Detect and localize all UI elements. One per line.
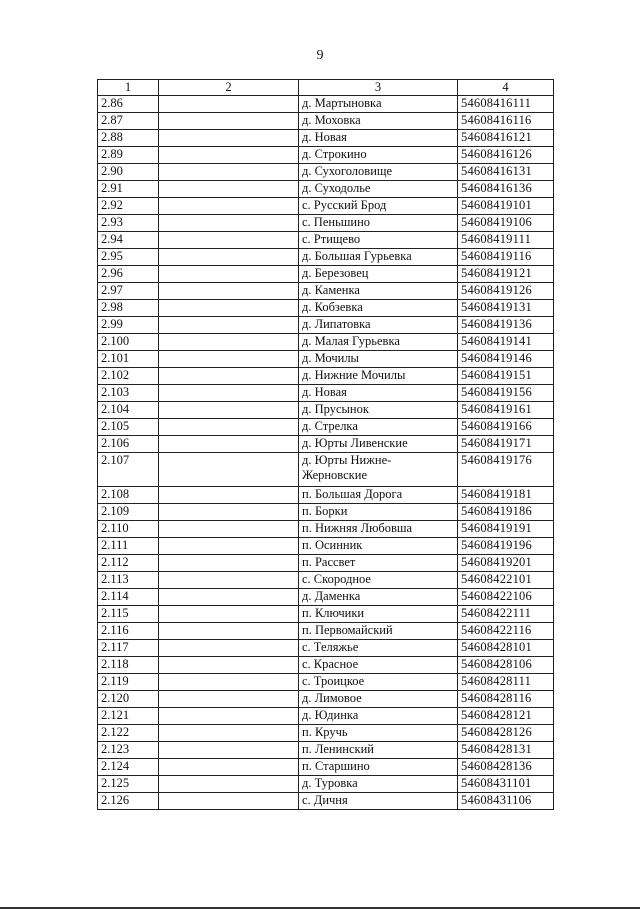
- row-column-2-cell: [159, 402, 299, 419]
- oktmo-code-cell: 54608419156: [458, 385, 554, 402]
- column-header-1: 1: [98, 80, 159, 96]
- row-column-2-cell: [159, 300, 299, 317]
- row-column-2-cell: [159, 691, 299, 708]
- row-number-cell: 2.111: [98, 538, 159, 555]
- oktmo-code-cell: 54608419136: [458, 317, 554, 334]
- row-number-cell: 2.114: [98, 589, 159, 606]
- row-number-cell: 2.95: [98, 249, 159, 266]
- row-number-cell: 2.117: [98, 640, 159, 657]
- oktmo-code-cell: 54608428111: [458, 674, 554, 691]
- settlement-name-cell: д. Новая: [299, 385, 458, 402]
- table-row: [98, 249, 554, 266]
- settlement-name-cell: п. Старшино: [299, 759, 458, 776]
- settlement-name-cell: д. Каменка: [299, 283, 458, 300]
- row-column-2-cell: [159, 572, 299, 589]
- row-number-cell: 2.126: [98, 793, 159, 810]
- column-header-3: 3: [299, 80, 458, 96]
- settlement-name-cell: д. Нижние Мочилы: [299, 368, 458, 385]
- row-column-2-cell: [159, 96, 299, 113]
- row-number-cell: 2.92: [98, 198, 159, 215]
- oktmo-code-cell: 54608422116: [458, 623, 554, 640]
- settlement-name-cell: д. Липатовка: [299, 317, 458, 334]
- settlement-name-cell: д. Кобзевка: [299, 300, 458, 317]
- table-row: [98, 300, 554, 317]
- table-row: [98, 198, 554, 215]
- settlements-table-container: [97, 79, 554, 810]
- row-number-cell: 2.112: [98, 555, 159, 572]
- row-column-2-cell: [159, 147, 299, 164]
- row-column-2-cell: [159, 623, 299, 640]
- settlement-name-cell: с. Пеньшино: [299, 215, 458, 232]
- row-column-2-cell: [159, 776, 299, 793]
- table-row: [98, 555, 554, 572]
- row-column-2-cell: [159, 538, 299, 555]
- settlement-name-cell: п. Осинник: [299, 538, 458, 555]
- oktmo-code-cell: 54608419131: [458, 300, 554, 317]
- row-column-2-cell: [159, 266, 299, 283]
- settlement-name-cell: д. Большая Гурьевка: [299, 249, 458, 266]
- table-row: [98, 487, 554, 504]
- row-column-2-cell: [159, 317, 299, 334]
- oktmo-code-cell: 54608428136: [458, 759, 554, 776]
- table-body: [98, 96, 554, 810]
- settlement-name-cell: с. Дичня: [299, 793, 458, 810]
- table-row: [98, 759, 554, 776]
- table-row: [98, 215, 554, 232]
- settlement-name-cell: п. Большая Дорога: [299, 487, 458, 504]
- page-number: 9: [316, 48, 324, 63]
- table-row: [98, 164, 554, 181]
- table-row: [98, 691, 554, 708]
- settlement-name-cell: д. Юдинка: [299, 708, 458, 725]
- table-row: [98, 317, 554, 334]
- table-header-row: [98, 80, 554, 96]
- settlement-name-cell: д. Мочилы: [299, 351, 458, 368]
- row-number-cell: 2.101: [98, 351, 159, 368]
- settlement-name-cell: с. Русский Брод: [299, 198, 458, 215]
- row-number-cell: 2.96: [98, 266, 159, 283]
- oktmo-code-cell: 54608419171: [458, 436, 554, 453]
- row-column-2-cell: [159, 640, 299, 657]
- row-column-2-cell: [159, 487, 299, 504]
- oktmo-code-cell: 54608422101: [458, 572, 554, 589]
- row-number-cell: 2.86: [98, 96, 159, 113]
- oktmo-code-cell: 54608419201: [458, 555, 554, 572]
- oktmo-code-cell: 54608428106: [458, 657, 554, 674]
- settlement-name-cell: д. Лимовое: [299, 691, 458, 708]
- row-column-2-cell: [159, 674, 299, 691]
- row-column-2-cell: [159, 436, 299, 453]
- oktmo-code-cell: 54608416126: [458, 147, 554, 164]
- oktmo-code-cell: 54608419151: [458, 368, 554, 385]
- row-column-2-cell: [159, 385, 299, 402]
- row-number-cell: 2.102: [98, 368, 159, 385]
- row-column-2-cell: [159, 419, 299, 436]
- table-row: [98, 572, 554, 589]
- row-number-cell: 2.104: [98, 402, 159, 419]
- table-row: [98, 402, 554, 419]
- oktmo-code-cell: 54608419121: [458, 266, 554, 283]
- row-column-2-cell: [159, 657, 299, 674]
- table-row: [98, 130, 554, 147]
- row-number-cell: 2.105: [98, 419, 159, 436]
- settlement-name-cell: с. Ртищево: [299, 232, 458, 249]
- row-column-2-cell: [159, 504, 299, 521]
- table-row: [98, 368, 554, 385]
- settlement-name-cell: д. Березовец: [299, 266, 458, 283]
- row-column-2-cell: [159, 164, 299, 181]
- row-number-cell: 2.122: [98, 725, 159, 742]
- oktmo-code-cell: 54608416116: [458, 113, 554, 130]
- row-number-cell: 2.88: [98, 130, 159, 147]
- row-number-cell: 2.106: [98, 436, 159, 453]
- settlement-name-cell: п. Ключики: [299, 606, 458, 623]
- oktmo-code-cell: 54608431106: [458, 793, 554, 810]
- table-row: [98, 725, 554, 742]
- row-number-cell: 2.123: [98, 742, 159, 759]
- table-row: [98, 538, 554, 555]
- row-number-cell: 2.109: [98, 504, 159, 521]
- settlement-name-cell: д. Туровка: [299, 776, 458, 793]
- oktmo-code-cell: 54608419116: [458, 249, 554, 266]
- settlement-name-cell: п. Нижняя Любовша: [299, 521, 458, 538]
- settlement-name-cell: д. Моховка: [299, 113, 458, 130]
- table-row: [98, 793, 554, 810]
- row-number-cell: 2.103: [98, 385, 159, 402]
- table-row: [98, 385, 554, 402]
- settlement-name-cell: д. Даменка: [299, 589, 458, 606]
- row-number-cell: 2.98: [98, 300, 159, 317]
- table-row: [98, 606, 554, 623]
- row-number-cell: 2.87: [98, 113, 159, 130]
- settlement-name-cell: д. Строкино: [299, 147, 458, 164]
- settlement-name-cell: п. Кручь: [299, 725, 458, 742]
- table-row: [98, 283, 554, 300]
- oktmo-code-cell: 54608422111: [458, 606, 554, 623]
- oktmo-code-cell: 54608428131: [458, 742, 554, 759]
- table-row: [98, 266, 554, 283]
- table-row: [98, 521, 554, 538]
- settlement-name-cell: д. Прусынок: [299, 402, 458, 419]
- row-column-2-cell: [159, 708, 299, 725]
- settlement-name-cell: д. Юрты Нижне-Жерновские: [299, 453, 458, 487]
- table-row: [98, 351, 554, 368]
- row-column-2-cell: [159, 368, 299, 385]
- oktmo-code-cell: 54608419166: [458, 419, 554, 436]
- oktmo-code-cell: 54608416131: [458, 164, 554, 181]
- row-number-cell: 2.94: [98, 232, 159, 249]
- row-number-cell: 2.121: [98, 708, 159, 725]
- row-number-cell: 2.97: [98, 283, 159, 300]
- row-column-2-cell: [159, 334, 299, 351]
- row-number-cell: 2.118: [98, 657, 159, 674]
- row-number-cell: 2.125: [98, 776, 159, 793]
- oktmo-code-cell: 54608419106: [458, 215, 554, 232]
- row-column-2-cell: [159, 453, 299, 487]
- row-column-2-cell: [159, 198, 299, 215]
- table-row: [98, 232, 554, 249]
- row-number-cell: 2.107: [98, 453, 159, 487]
- oktmo-code-cell: 54608428101: [458, 640, 554, 657]
- oktmo-code-cell: 54608428121: [458, 708, 554, 725]
- oktmo-code-cell: 54608428116: [458, 691, 554, 708]
- table-row: [98, 742, 554, 759]
- row-column-2-cell: [159, 759, 299, 776]
- row-number-cell: 2.89: [98, 147, 159, 164]
- settlement-name-cell: д. Малая Гурьевка: [299, 334, 458, 351]
- oktmo-code-cell: 54608419186: [458, 504, 554, 521]
- row-column-2-cell: [159, 232, 299, 249]
- settlement-name-cell: с. Красное: [299, 657, 458, 674]
- row-number-cell: 2.100: [98, 334, 159, 351]
- settlement-name-cell: д. Стрелка: [299, 419, 458, 436]
- settlement-name-cell: с. Троицкое: [299, 674, 458, 691]
- oktmo-code-cell: 54608416136: [458, 181, 554, 198]
- row-number-cell: 2.99: [98, 317, 159, 334]
- settlement-name-cell: п. Первомайский: [299, 623, 458, 640]
- settlement-name-cell: с. Теляжье: [299, 640, 458, 657]
- oktmo-code-cell: 54608419146: [458, 351, 554, 368]
- settlements-table: [97, 79, 554, 810]
- row-number-cell: 2.116: [98, 623, 159, 640]
- row-column-2-cell: [159, 249, 299, 266]
- table-row: [98, 674, 554, 691]
- table-row: [98, 623, 554, 640]
- settlement-name-cell: д. Сухоголовище: [299, 164, 458, 181]
- column-header-4: 4: [458, 80, 554, 96]
- row-column-2-cell: [159, 351, 299, 368]
- settlement-name-cell: с. Скородное: [299, 572, 458, 589]
- settlement-name-cell: д. Мартыновка: [299, 96, 458, 113]
- row-number-cell: 2.93: [98, 215, 159, 232]
- oktmo-code-cell: 54608419196: [458, 538, 554, 555]
- settlement-name-cell: п. Борки: [299, 504, 458, 521]
- table-row: [98, 334, 554, 351]
- settlement-name-cell: п. Ленинский: [299, 742, 458, 759]
- oktmo-code-cell: 54608419176: [458, 453, 554, 487]
- row-column-2-cell: [159, 113, 299, 130]
- row-column-2-cell: [159, 589, 299, 606]
- row-column-2-cell: [159, 283, 299, 300]
- column-header-2: 2: [159, 80, 299, 96]
- row-number-cell: 2.124: [98, 759, 159, 776]
- row-number-cell: 2.90: [98, 164, 159, 181]
- table-row: [98, 113, 554, 130]
- oktmo-code-cell: 54608419181: [458, 487, 554, 504]
- row-column-2-cell: [159, 181, 299, 198]
- row-number-cell: 2.108: [98, 487, 159, 504]
- row-column-2-cell: [159, 725, 299, 742]
- oktmo-code-cell: 54608419126: [458, 283, 554, 300]
- table-row: [98, 147, 554, 164]
- oktmo-code-cell: 54608419101: [458, 198, 554, 215]
- table-row: [98, 436, 554, 453]
- row-number-cell: 2.110: [98, 521, 159, 538]
- oktmo-code-cell: 54608419191: [458, 521, 554, 538]
- oktmo-code-cell: 54608419161: [458, 402, 554, 419]
- row-column-2-cell: [159, 793, 299, 810]
- page-bottom-edge: [0, 907, 640, 909]
- table-row: [98, 657, 554, 674]
- row-number-cell: 2.119: [98, 674, 159, 691]
- table-row: [98, 419, 554, 436]
- settlement-name-cell: д. Новая: [299, 130, 458, 147]
- oktmo-code-cell: 54608419141: [458, 334, 554, 351]
- settlement-name-cell: д. Юрты Ливенские: [299, 436, 458, 453]
- table-row: [98, 708, 554, 725]
- table-row: [98, 453, 554, 487]
- oktmo-code-cell: 54608416111: [458, 96, 554, 113]
- table-row: [98, 776, 554, 793]
- settlement-name-cell: д. Суходолье: [299, 181, 458, 198]
- table-row: [98, 504, 554, 521]
- table-row: [98, 96, 554, 113]
- oktmo-code-cell: 54608428126: [458, 725, 554, 742]
- row-number-cell: 2.91: [98, 181, 159, 198]
- oktmo-code-cell: 54608419111: [458, 232, 554, 249]
- row-number-cell: 2.120: [98, 691, 159, 708]
- settlement-name-cell: п. Рассвет: [299, 555, 458, 572]
- row-column-2-cell: [159, 521, 299, 538]
- oktmo-code-cell: 54608431101: [458, 776, 554, 793]
- table-row: [98, 589, 554, 606]
- row-number-cell: 2.115: [98, 606, 159, 623]
- row-number-cell: 2.113: [98, 572, 159, 589]
- row-column-2-cell: [159, 742, 299, 759]
- row-column-2-cell: [159, 215, 299, 232]
- oktmo-code-cell: 54608422106: [458, 589, 554, 606]
- oktmo-code-cell: 54608416121: [458, 130, 554, 147]
- table-row: [98, 640, 554, 657]
- table-row: [98, 181, 554, 198]
- row-column-2-cell: [159, 606, 299, 623]
- row-column-2-cell: [159, 555, 299, 572]
- row-column-2-cell: [159, 130, 299, 147]
